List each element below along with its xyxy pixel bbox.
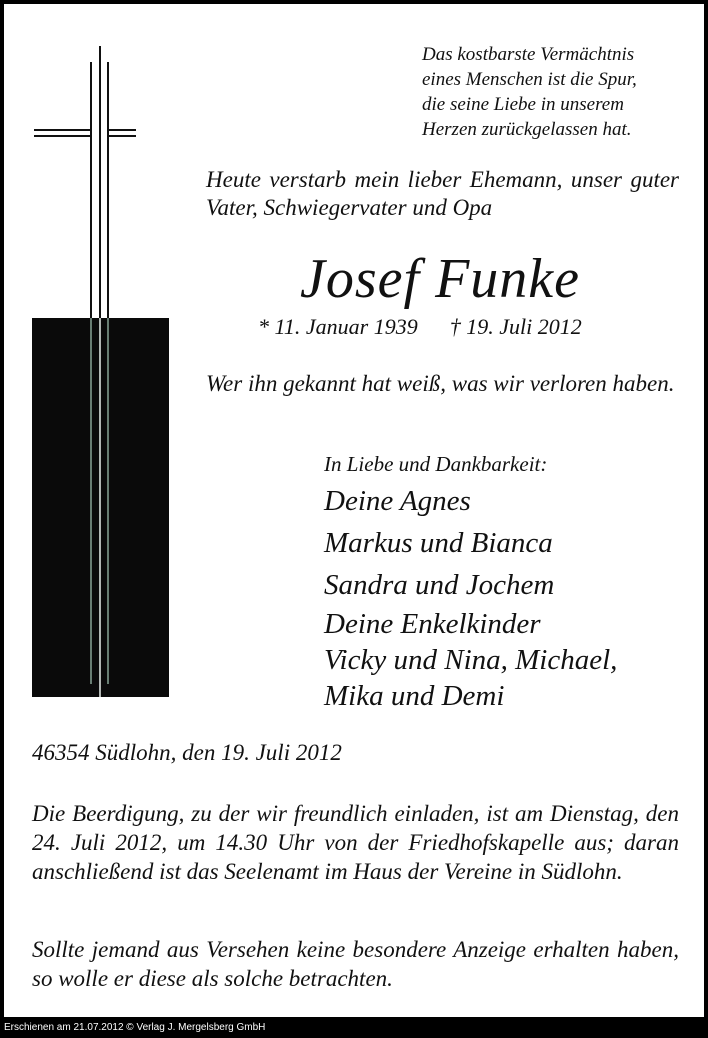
quote-line: Herzen zurückgelassen hat. [422, 119, 632, 140]
family-member: Mika und Demi [324, 680, 505, 712]
intro-text: Heute verstarb mein lieber Ehemann, unser guter Vater, Schwiegervater und Opa [206, 167, 679, 220]
quote-line: die seine Liebe in unserem [422, 94, 624, 115]
birth-date: * 11. Januar 1939 [258, 314, 418, 339]
quote-line: Das kostbarste Vermächtnis [422, 44, 635, 65]
notice-text: Sollte jemand aus Versehen keine besondere Anzeige erhalten haben, so wolle er diese als solche betrachten. [32, 937, 679, 991]
life-dates [258, 313, 678, 341]
family-member: Deine Enkelkinder [324, 608, 541, 640]
family-member: Sandra und Jochem [324, 569, 555, 601]
deceased-name: Josef Funke [300, 248, 580, 310]
quote-line: eines Menschen ist die Spur, [422, 69, 637, 90]
thanks-heading: In Liebe und Dankbarkeit: [324, 452, 548, 476]
death-date: † 19. Juli 2012 [449, 314, 582, 339]
family-member: Vicky und Nina, Michael, [324, 644, 618, 676]
loss-text: Wer ihn gekannt hat weiß, was wir verloren haben. [206, 371, 675, 396]
obituary-card [4, 4, 704, 1017]
family-member: Markus und Bianca [324, 527, 553, 559]
burial-info: Die Beerdigung, zu der wir freundlich einladen, ist am Dienstag, den 24. Juli 2012, um 14.30 Uhr von der Friedhofskapelle aus; daran anschließend ist das Seelenamt im Haus der Vereine in Südlohn. [32, 801, 679, 884]
publication-footer: Erschienen am 21.07.2012 © Verlag J. Mergelsberg GmbH [4, 1022, 266, 1033]
family-member: Deine Agnes [324, 485, 471, 517]
place-date: 46354 Südlohn, den 19. Juli 2012 [32, 740, 342, 765]
cross-icon [4, 4, 204, 724]
family-list [324, 480, 694, 714]
quote [422, 42, 694, 142]
